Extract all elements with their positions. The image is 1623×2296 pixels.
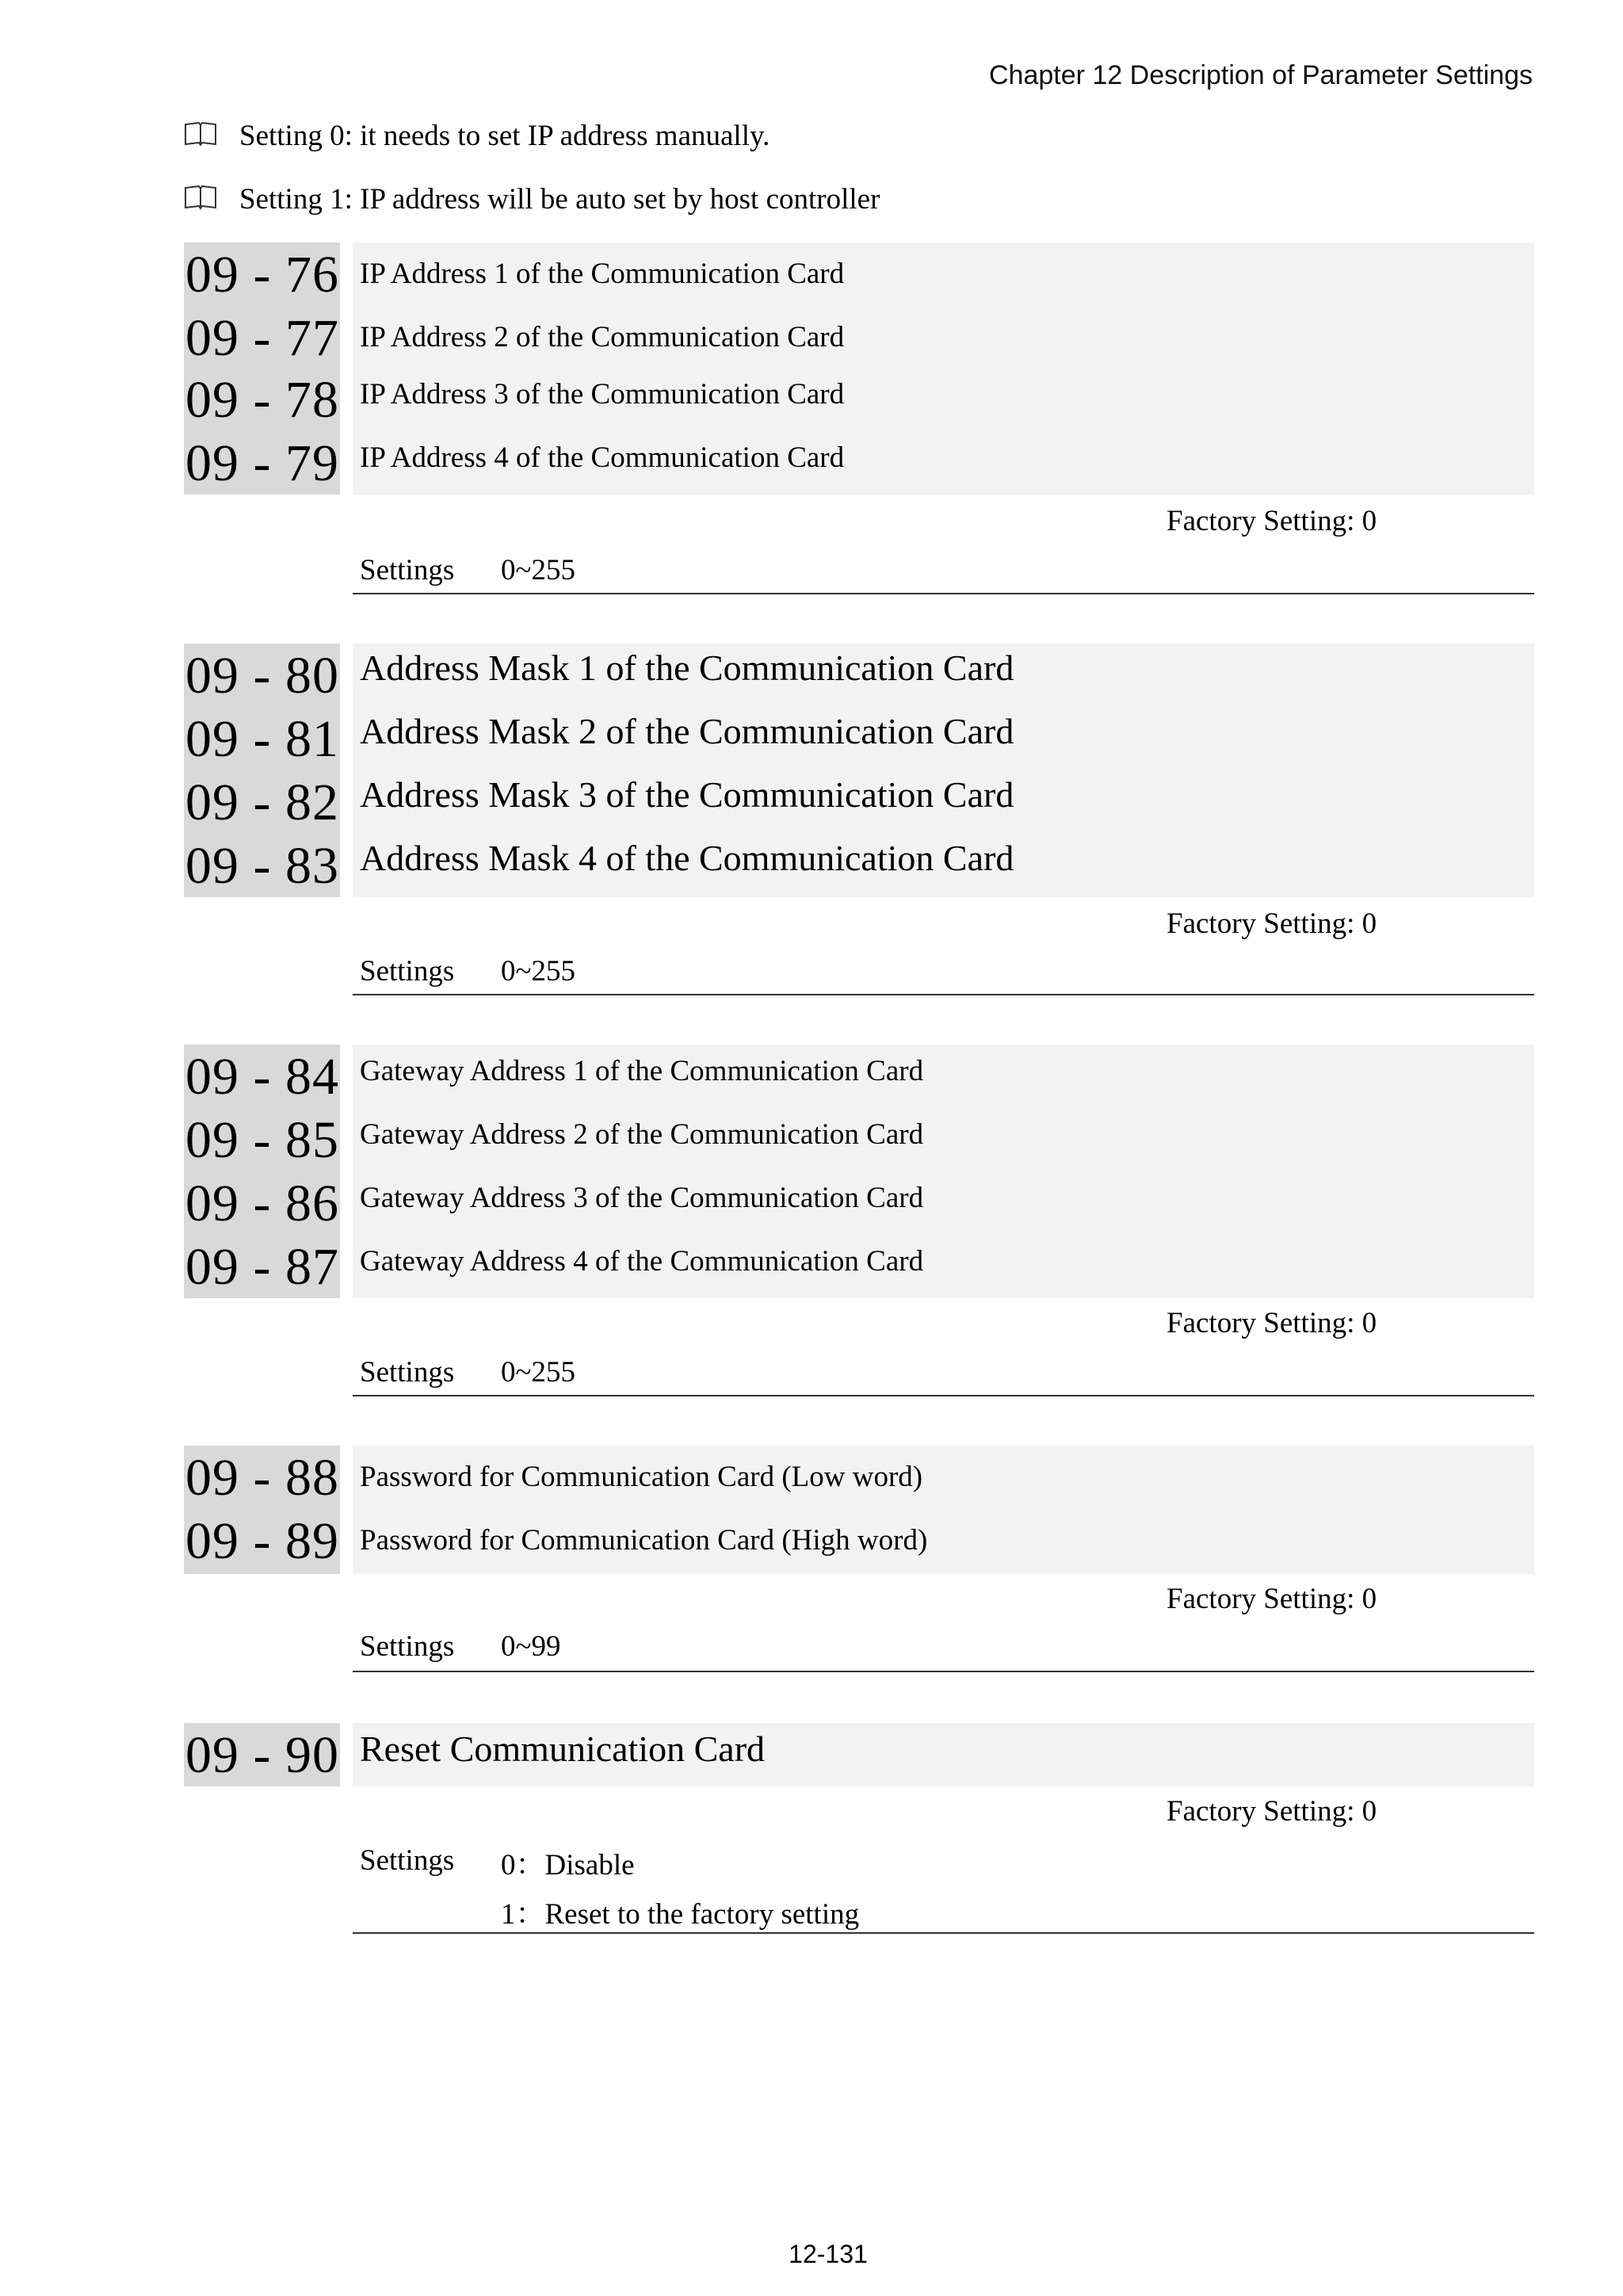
- divider: [353, 1932, 1534, 1934]
- param-name: Password for Communication Card (Low word): [360, 1461, 923, 1493]
- factory-setting: Factory Setting: 0: [1167, 1583, 1377, 1615]
- param-id: 09 - 89: [185, 1512, 339, 1570]
- param-id: 09 - 80: [185, 647, 339, 705]
- settings-label: Settings: [360, 1356, 455, 1389]
- param-id-column: [184, 243, 340, 495]
- param-name: Gateway Address 4 of the Communication Card: [360, 1245, 924, 1278]
- divider: [353, 994, 1534, 995]
- param-id: 09 - 76: [185, 246, 339, 304]
- param-name: Reset Communication Card: [360, 1729, 766, 1769]
- param-name: IP Address 3 of the Communication Card: [360, 378, 845, 411]
- param-id: 09 - 83: [185, 837, 339, 895]
- param-name: Password for Communication Card (High word): [360, 1524, 928, 1557]
- factory-setting: Factory Setting: 0: [1167, 505, 1377, 537]
- note-text: Setting 0: it needs to set IP address manually.: [239, 120, 770, 152]
- param-id-column: [184, 644, 340, 897]
- param-id: 09 - 88: [185, 1449, 339, 1507]
- param-name-column: [353, 1723, 1534, 1786]
- param-name: IP Address 1 of the Communication Card: [360, 258, 845, 290]
- settings-value: 0~255: [501, 554, 576, 586]
- param-name-column: [353, 644, 1534, 897]
- chapter-header: Chapter 12 Description of Parameter Settings: [988, 60, 1533, 90]
- param-block-gateway-address: [184, 1045, 1534, 1403]
- param-id: 09 - 82: [185, 774, 339, 831]
- divider: [353, 1395, 1534, 1396]
- param-name-column: [353, 1045, 1534, 1298]
- param-id: 09 - 85: [185, 1111, 339, 1169]
- param-name: Address Mask 2 of the Communication Card: [360, 711, 1014, 751]
- book-icon: [184, 120, 217, 147]
- settings-label: Settings: [360, 1844, 455, 1877]
- divider: [353, 1671, 1534, 1672]
- param-name: Gateway Address 2 of the Communication Card: [360, 1118, 924, 1151]
- param-id: 09 - 81: [185, 710, 339, 768]
- factory-setting: Factory Setting: 0: [1167, 1307, 1377, 1339]
- param-name: Gateway Address 3 of the Communication Card: [360, 1182, 924, 1214]
- book-icon: [184, 184, 217, 211]
- factory-setting: Factory Setting: 0: [1167, 1795, 1377, 1828]
- param-id: 09 - 90: [185, 1726, 339, 1784]
- page-number: 12-131: [789, 2240, 868, 2268]
- param-block-address-mask: [184, 644, 1534, 1002]
- param-name: Address Mask 3 of the Communication Card: [360, 774, 1014, 815]
- param-block-reset: [184, 1723, 1534, 1945]
- settings-label: Settings: [360, 955, 455, 988]
- param-id-column: [184, 1723, 340, 1786]
- param-id: 09 - 78: [185, 371, 339, 429]
- param-name-column: [353, 1446, 1534, 1574]
- settings-label: Settings: [360, 554, 455, 586]
- param-id: 09 - 79: [185, 434, 339, 492]
- param-block-password: [184, 1446, 1534, 1683]
- param-name: Gateway Address 1 of the Communication Card: [360, 1055, 924, 1087]
- divider: [353, 593, 1534, 594]
- settings-value: 0~255: [501, 1356, 576, 1389]
- param-block-ip-address: [184, 243, 1534, 601]
- param-name: Address Mask 4 of the Communication Card: [360, 838, 1014, 878]
- param-id: 09 - 77: [185, 309, 339, 367]
- note-text: Setting 1: IP address will be auto set by host controller: [239, 183, 880, 216]
- factory-setting: Factory Setting: 0: [1167, 907, 1377, 940]
- param-name-column: [353, 243, 1534, 495]
- settings-label: Settings: [360, 1630, 455, 1663]
- settings-value: 0~99: [501, 1630, 561, 1663]
- settings-value: 0~255: [501, 955, 576, 988]
- param-name: IP Address 2 of the Communication Card: [360, 321, 845, 353]
- settings-value: 0：Disable: [501, 1849, 635, 1881]
- settings-value: 1：Reset to the factory setting: [501, 1898, 860, 1931]
- param-id-column: [184, 1446, 340, 1574]
- param-id: 09 - 86: [185, 1175, 339, 1232]
- param-name: Address Mask 1 of the Communication Card: [360, 648, 1014, 688]
- param-id: 09 - 84: [185, 1048, 339, 1106]
- param-id-column: [184, 1045, 340, 1298]
- param-name: IP Address 4 of the Communication Card: [360, 441, 845, 474]
- param-id: 09 - 87: [185, 1238, 339, 1296]
